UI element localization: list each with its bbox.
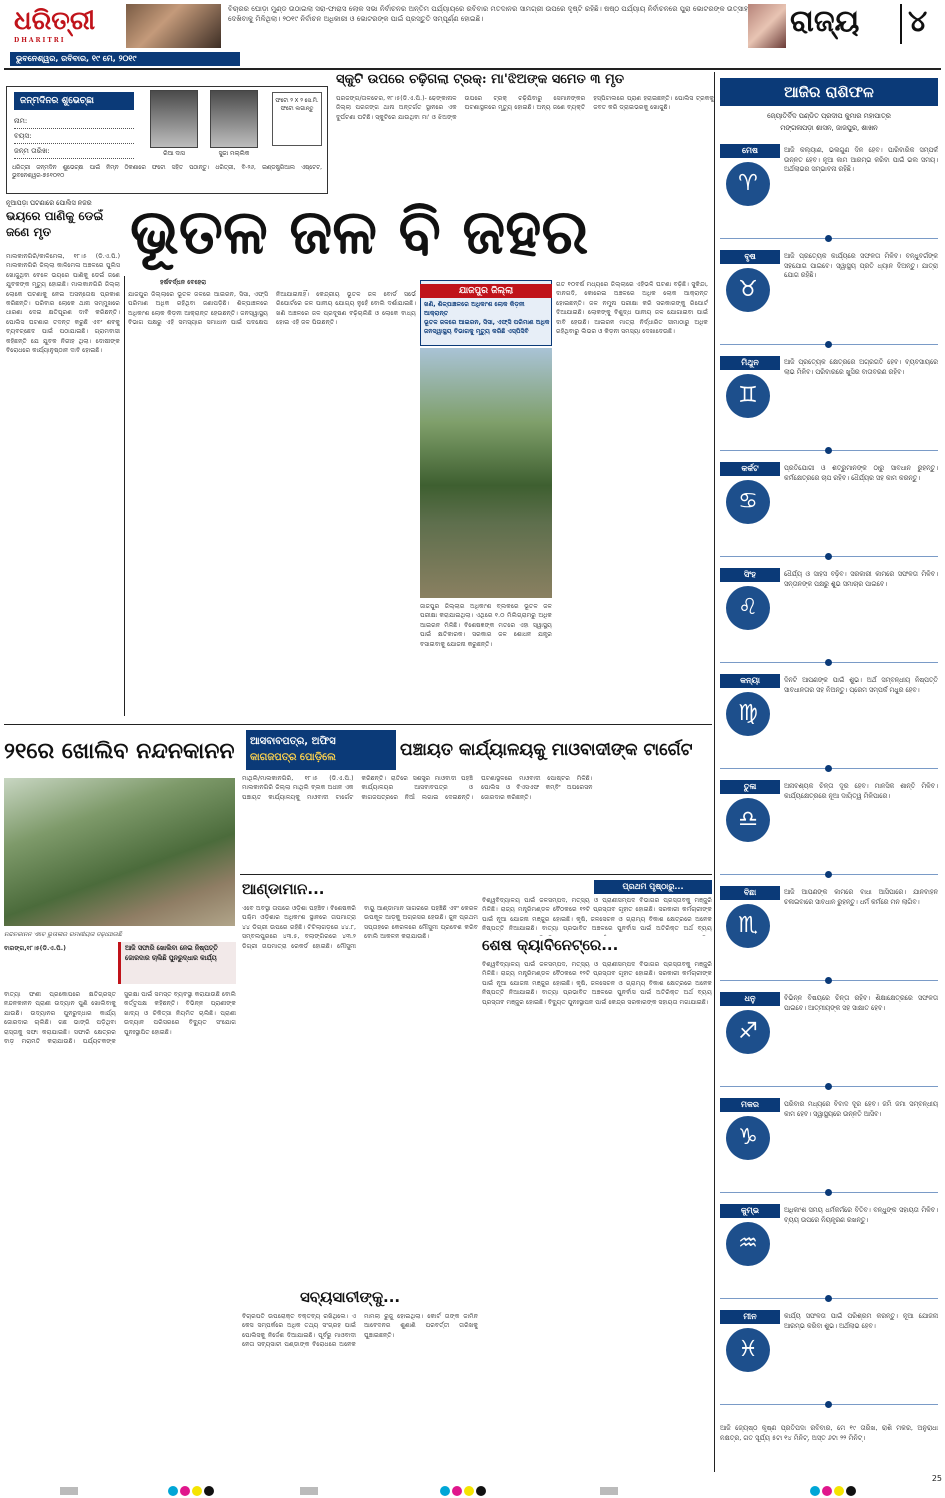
maoist-headline: ପଞ୍ଚାୟତ କାର୍ଯ୍ୟାଳୟକୁ ମାଓବାଦୀଙ୍କ ଟାର୍ଗେଟ [400,740,693,760]
birthday-form [14,114,134,158]
horoscope-entry [720,568,938,670]
maoist-tag-2: କାଗଜପତ୍ର ପୋଡ଼ିଲେ [250,752,336,763]
prathama-body-2: ବିଶ୍ୱବିଦ୍ୟାଳୟ ପାଇଁ ଜଳସମ୍ପଦ, ମତ୍ସ୍ୟ ଓ ପ୍ରାଣୀସମ୍ପଦ ବିଭାଗର ପ୍ରସ୍ତାବକୁ ମଞ୍ଜୁରି ମିଳିଛି। ରାଜ୍ୟ ମନ୍ତ୍ରିମଣ୍ଡଳ ବୈଠକରେ ୧୨ଟି ପ୍ରସ୍ତାବ ଗୃହୀତ ହୋଇଛି। ସରକାରୀ କର୍ମଚାରୀଙ୍କ ପାଇଁ ନୂଆ ଯୋଜନା ମଞ୍ଜୁର ହୋଇଛି। କୃଷି, ଜଳସେଚନ ଓ ଗ୍ରାମ୍ୟ ବିକାଶ କ୍ଷେତ୍ରରେ ଅନେକ ନିଷ୍ପତ୍ତି ନିଆଯାଇଛି। ବାତ୍ୟା ପ୍ରଭାବିତ ଅଞ୍ଚଳରେ ପୁନର୍ବାସ ପାଇଁ ଅତିରିକ୍ତ ଅର୍ଥ ବ୍ୟୟ ପ୍ରସ୍ତାବ ମଞ୍ଜୁର ହୋଇଛି। ବିଦ୍ୟୁତ ପୁନଃସ୍ଥାପନ ପାଇଁ କେନ୍ଦ୍ର ସରକାରଙ୍କ ସହାୟତା ମଗାଯାଇଛି। [482,961,712,1006]
mid-rule [4,724,712,725]
registration-marks [0,1486,945,1496]
birthday-heading: ଜନ୍ମଦିନର ଶୁଭେଚ୍ଛା [14,92,134,110]
zodiac-forecast: ଆଜି ଆପଣଙ୍କ କାମରେ ବାଧା ଆସିପାରେ। ଯାନବାହନ ଚଳାଇବାରେ ସାବଧାନ ରୁହନ୍ତୁ। ଧର୍ମ କର୍ମରେ ମନ ଲାଗିବ। [784,888,938,906]
maoist-tag-1: ଆସବାବପତ୍ର, ଅଫିସ [250,736,336,747]
form-name-label: ନାମ: [14,114,134,129]
masthead-logo [14,6,114,44]
prathama-body: ବିଶ୍ୱବିଦ୍ୟାଳୟ ପାଇଁ ଜଳସମ୍ପଦ, ମତ୍ସ୍ୟ ଓ ପ୍ରାଣୀସମ୍ପଦ ବିଭାଗର ପ୍ରସ୍ତାବକୁ ମଞ୍ଜୁରି ମିଳିଛି। ରାଜ୍ୟ ମନ୍ତ୍ରିମଣ୍ଡଳ ବୈଠକରେ ୧୨ଟି ପ୍ରସ୍ତାବ ଗୃହୀତ ହୋଇଛି। ସରକାରୀ କର୍ମଚାରୀଙ୍କ ପାଇଁ ନୂଆ ଯୋଜନା ମଞ୍ଜୁର ହୋଇଛି। କୃଷି, ଜଳସେଚନ ଓ ଗ୍ରାମ୍ୟ ବିକାଶ କ୍ଷେତ୍ରରେ ଅନେକ ନିଷ୍ପତ୍ତି ନିଆଯାଇଛି। ବାତ୍ୟା ପ୍ରଭାବିତ ଅଞ୍ଚଳରେ ପୁନର୍ବାସ ପାଇଁ ଅତିରିକ୍ତ ଅର୍ଥ ବ୍ୟୟ [482,897,712,933]
zodiac-label: କର୍କଟ [720,462,780,476]
zodiac-label: ବିଛା [720,886,780,900]
horoscope-entry [720,1204,938,1306]
separator-dot [825,235,832,242]
nandankanan-body: ବାତ୍ୟା ଫଣୀ ପ୍ରକୋପରେ କ୍ଷତିଗ୍ରସ୍ତ ନନ୍ଦନକାନନ ପ୍ରାଣୀ ଉଦ୍ୟାନ ପୁଣି ଖୋଲିବାକୁ ଯାଉଛି। ଉଦ୍ୟାନର ପୁନରୁଦ୍ଧାର କାର୍ଯ୍ୟ ଜୋରଦାର ଚାଲିଛି। ଗଛ ଭାଙ୍ଗି ପଡ଼ିଥିବା ରାସ୍ତାକୁ ସଫା କରାଯାଇଛି। ସଫାରି କ୍ଷେତ୍ରର ବାଡ଼ ମରାମତି କରାଯାଉଛି। ପର୍ଯ୍ୟଟକଙ୍କ ସୁରକ୍ଷା ପାଇଁ ସମସ୍ତ ବ୍ୟବସ୍ଥା କରାଯାଉଛି ବୋଲି କର୍ତ୍ତୃପକ୍ଷ କହିଛନ୍ତି। ବିଭିନ୍ନ ପ୍ରାଣୀଙ୍କ ଖାଦ୍ୟ ଓ ଚିକିତ୍ସା ନିୟମିତ ଚାଲିଛି। ପ୍ରାଣୀ ଉଦ୍ୟାନ ପରିସରରେ ବିଦ୍ୟୁତ ସଂଯୋଗ ପୁନଃସ୍ଥାପିତ ହୋଇଛି। [4,991,236,1046]
zodiac-label: ମିଥୁନ [720,356,780,370]
separator-dot [825,553,832,560]
birthday-footer: ଧରିତ୍ରୀ ଜନ୍ମଦିନ ଶୁଭେଚ୍ଛା ପାଇଁ ନିମ୍ନ ଠିକଣାରେ ଫଟୋ ସହିତ ପଠାନ୍ତୁ। ଧରିତ୍ରୀ, ବି-୨୬, ଇଣ୍ଡଷ୍ଟ୍ରିଆଲ ଏଷ୍ଟେଟ, ଭୁବନେଶ୍ୱର-୭୫୧୦୧୦ [12,165,322,179]
yellow-dot-2 [464,1486,474,1496]
black-dot-2 [476,1486,486,1496]
dateline: ଭୁବନେଶ୍ୱର, ରବିବାର, ୧୯ ମେ, ୨୦୧୯ [10,52,240,66]
zodiac-sign-icon: ♉ [726,268,770,312]
kid-name-2: ସୁଜା ମଲ୍ଲିକ [218,150,250,157]
jajpur-bullet-2: ଭୂତଳ ଜଳରେ ଆଇରନ, ସିସା, ଏଫ୍‌ସି ପରିମାଣ ଅଧିକ [424,319,550,326]
zodiac-sign-icon: ♈ [726,162,770,206]
zodiac-label: ସିଂହ [720,568,780,582]
section-title: ରାଜ୍ୟ [790,4,860,39]
kid-photo-1 [150,90,198,148]
gray-bar-2 [300,1487,318,1495]
zodiac-sign-icon: ♐ [726,1010,770,1054]
jajpur-bullet-1: ଖଣି, ଶିଳ୍ପାଞ୍ଚଳରେ ଅଧିକାଂଶ ଲୋକ କିଡ଼ନୀ ଆକ୍ରାନ୍ତ [424,301,525,317]
jajpur-bullets [424,300,550,336]
gray-bar-3 [600,1487,618,1495]
kid-photo-2 [210,90,258,148]
top-story: ବିଚାରର ଘୋଡ଼ା ମୁଣ୍ଡ ଉଠାଇଲା ସରା-ଫାରାସ ଲୋକ ସଭା ନିର୍ବାଚନର ଅନ୍ତିମ ପର୍ଯ୍ୟାୟରେ ରବିବାର ମତଦାନର ସାମଗ୍ରୀ ଉପରେ ଦୃଷ୍ଟି ରହିଛି। ଷଷ୍ଠ ପର୍ଯ୍ୟାୟ ନିର୍ବାଚନରେ ପୁରା ଭୋଟରଙ୍କ ଉତ୍ସାହ ଦେଖିବାକୁ ମିଳିଥିଲା। ୨୦୧୯ ନିର୍ବାଚନ ଅଧିକାରୀ ଓ ଭୋଟରଙ୍କ ପାଇଁ ପ୍ରସ୍ତୁତି ସମ୍ପୂର୍ଣ୍ଣ ହୋଇଛି। [228,5,748,23]
page-number: ୪ [900,4,940,44]
separator-dot [825,447,832,454]
zodiac-sign-icon: ♍ [726,692,770,736]
zodiac-sign-icon: ♑ [726,1116,770,1160]
zodiac-forecast: ପରିବାର ମଧ୍ୟରେ ବିବାଦ ଦୂର ହେବ। ଜମି ଜମା ସମ୍ବନ୍ଧୀୟ କାମ ହେବ। ସ୍ୱାସ୍ଥ୍ୟରେ ଉନ୍ନତି ଆସିବ। [784,1100,938,1118]
lead-byline: ହର୍ଷବର୍ଦ୍ଧନ ବେହେରା [160,279,207,286]
zodiac-sign-icon: ♌ [726,586,770,630]
top-photo [126,4,221,48]
cyan-dot-2 [440,1486,450,1496]
zodiac-label: ଧନୁ [720,992,780,1006]
lead-kicker: ନୂଆପଡ଼ା ଘଟଣାରେ ପୋଲିସ ନଜର [6,199,92,207]
andaman-body: ଏବେ ଅବସ୍ଥା ତାପରେ ଓଡ଼ିଶା ପହଞ୍ଚିବ। ବିଶେଷକରି ପଶ୍ଚିମ ଓଡ଼ିଶାର ଅଧିକାଂଶ ସ୍ଥାନରେ ତାପମାତ୍ରା ୪୪ ଡିଗ୍ରୀ ଉପରେ ରହିଛି। ଟିଟିଲାଗଡ଼ରେ ୪୪.୮, ସମ୍ବଲପୁରରେ ୪୩.୫, ବଲାଙ୍ଗିରରେ ୪୩.୨ ଡିଗ୍ରୀ ତାପମାତ୍ରା ରେକର୍ଡ ହୋଇଛି। ମୌସୁମୀ ବାୟୁ ଆଣ୍ଡାମାନ ସାଗରରେ ପହଞ୍ଚିଛି ଏବଂ କେରଳ ଉପକୂଳ ଆଡ଼କୁ ଅଗ୍ରସର ହେଉଛି। ଜୁନ ପ୍ରଥମ ସପ୍ତାହରେ କେରଳରେ ମୌସୁମୀ ପ୍ରବେଶ କରିବ ବୋଲି ଆକଳନ କରାଯାଉଛି। [242,905,478,950]
kid-name-1: ରିଆ ଦାସ [163,150,185,157]
separator-dot [825,1083,832,1090]
sabyasachi-body: ବିଚାରପତି ଉପରୋକ୍ତ ବକ୍ତବ୍ୟ ରଖିଥିଲେ। ଏ କେସ ସମ୍ପର୍କରେ ଅଧିକ ତଥ୍ୟ ସଂଗ୍ରହ ପାଇଁ ପୋଲିସକୁ ନିର୍ଦ୍ଦେଶ ଦିଆଯାଇଛି। ପୂର୍ବରୁ ମାଓବାଦୀ ନେତା ସବ୍ୟସାଚୀ ପଣ୍ଡାଙ୍କ ବିରୋଧରେ ଅନେକ ମାମଲା ରୁଜୁ ହୋଇଥିଲା। କୋର୍ଟ ତାଙ୍କ ଜାମିନ ଆବେଦନର ଶୁଣାଣି ପରବର୍ତ୍ତୀ ତାରିଖକୁ ଘୁଞ୍ଚାଇଛନ୍ତି। [242,1313,478,1349]
truck-story-headline: ସ୍କୁଟି ଉପରେ ଚଢ଼ିଗଲା ଟ୍ରକ୍: ମା'ଝିଅଙ୍କ ସମେତ ୩ ମୃତ [336,72,625,87]
horoscope-entry [720,992,938,1094]
yellow-dot [192,1486,202,1496]
photo-slot: ଫଟୋ ୨ X ୨ ସେ.ମି. ଫଟୋ ଲଗାନ୍ତୁ [272,92,322,146]
zodiac-sign-icon: ♒ [726,1222,770,1266]
zodiac-label: ମକର [720,1098,780,1112]
horoscope-entry [720,780,938,882]
magenta-dot [180,1486,190,1496]
separator-dot [825,1295,832,1302]
top-photo-right [748,4,786,48]
form-dob-label: ଜନ୍ମ ତାରିଖ: [14,144,134,159]
zodiac-sign-icon: ♏ [726,904,770,948]
zoo-photo [4,778,235,926]
zodiac-forecast: ଆଜି କଲ୍ୟାଣ, ଭଲଗୁଣ ଦିନ ହେବ। ପାରିବାରିକ ସମ୍ପର୍କ ଉନ୍ନତ ହେବ। ନୂଆ କାମ ଆରମ୍ଭ କରିବା ପାଇଁ ଭଲ ସମୟ। ଅର୍ଥଲାଭର ସମ୍ଭାବନା ରହିଛି। [784,146,938,174]
yellow-dot-3 [834,1486,844,1496]
logo-text: ଧରିତ୍ରୀ [14,6,96,36]
prathama-headline: ଶେଷ କ୍ୟାବିନେଟ୍‌ରେ... [482,936,619,954]
separator-dot [825,977,832,984]
black-dot-3 [846,1486,856,1496]
nandankanan-bullet-1: ଆଜି ସଫାରି ଖୋଲିବା ନେଇ ନିଷ୍ପତ୍ତି [125,944,218,952]
zodiac-label: କନ୍ୟା [720,674,780,688]
horoscope-footer: ଆଜି ଜ୍ୟେଷ୍ଠ କୃଷ୍ଣ ପ୍ରତିପଦା ରବିବାର, ମେ ୧୯ ତାରିଖ, ରାଶି ମକର, ଅନୁରାଧା ନକ୍ଷତ୍ର, ଗତ ସୂର୍ଯ୍ୟ ୫ଟା ୧୪ ମିନିଟ୍, ଅସ୍ତ ୬ଟା ୨୨ ମିନିଟ୍। [720,1424,938,1442]
horoscope-entry [720,250,938,352]
lead-right-body: ଗତ ୧୦ବର୍ଷ ମଧ୍ୟରେ ଜିଲ୍ଲାରେ ଏହିଭଳି ଘଟଣା ବଢ଼ିଛି। ସୁକିନ୍ଦା, ଦାନଗଦି, କୋରେଇ ଅଞ୍ଚଳରେ ଅଧିକ ଲୋକ ଆକ୍ରାନ୍ତ ହୋଇଛନ୍ତି। ଜଳ ନମୁନା ପରୀକ୍ଷା କରି ସରକାରଙ୍କୁ ରିପୋର୍ଟ ଦିଆଯାଇଛି। ଲୋକଙ୍କୁ ବିଶୁଦ୍ଧ ପାନୀୟ ଜଳ ଯୋଗାଇବା ପାଇଁ ଦାବି ହେଉଛି। ଆଇରନ ମାତ୍ରା ନିର୍ଦ୍ଧାରିତ ସୀମାଠାରୁ ଅଧିକ ରହିଥିବାରୁ ଲିଭର ଓ କିଡ଼ନୀ ସମସ୍ୟା ଦେଖାଦେଉଛି। [556,281,708,336]
zodiac-forecast: ପ୍ରତିଯୋଗୀ ଓ ଶତ୍ରୁମାନଙ୍କ ଠାରୁ ସାବଧାନ ରୁହନ୍ତୁ। କର୍ମକ୍ଷେତ୍ରରେ ଚାପ ରହିବ। ଧୈର୍ଯ୍ୟର ସହ କାମ କରନ୍ତୁ। [784,464,938,482]
page-footer-number: 25 [931,1474,942,1483]
separator-dot [825,341,832,348]
zodiac-forecast: ଅଧିକାଂଶ ସମୟ ଧର୍ମକର୍ମରେ ବିତିବ। ବନ୍ଧୁଙ୍କ ସହାୟତା ମିଳିବ। ବ୍ୟୟ ଉପରେ ନିୟନ୍ତ୍ରଣ ରଖନ୍ତୁ। [784,1206,938,1224]
maoist-rule [240,874,712,875]
nandankanan-bullet-2: ଜୋରଦାର ଚାଲିଛି ପୁନରୁଦ୍ଧାର କାର୍ଯ୍ୟ [125,953,217,962]
form-age-label: ବୟସ: [14,129,134,144]
masthead-rule [4,68,941,70]
magenta-dot-2 [452,1486,462,1496]
canal-photo [420,348,552,598]
horoscope-entry [720,674,938,776]
lead-left-body: ମାଲକାନଗିରି/କାଳିମେଳା, ୧୮।୫ (ଡି.ଏ.ପି.) ମାଲକାନଗିରି ଜିଲ୍ଲା କାଳିମେଳା ଅଞ୍ଚଳରେ ପୁଲିସ ଖୋଜୁଥିବା ବେଳେ ଭୟରେ ପାଣିକୁ ଡେଇଁ ଜଣେ ଯୁବକଙ୍କ ମୃତ୍ୟୁ ହୋଇଛି। ମାଲକାନଗିରି ଜିଲ୍ଲା ଲୋକେ ଘଟଣାକୁ ନେଇ ଅସନ୍ତୋଷ ପ୍ରକାଶ କରିଛନ୍ତି। ପରିବାର ଲୋକେ ଥାନା ସମ୍ମୁଖରେ ଧାରଣା ଦେଇ କ୍ଷତିପୂରଣ ଦାବି କରିଛନ୍ତି। ପୋଲିସ ଘଟଣାର ତଦନ୍ତ କରୁଛି ଏବଂ ଶବକୁ ବ୍ୟବଚ୍ଛେଦ ପାଇଁ ପଠାଯାଇଛି। ଗ୍ରାମବାସୀ କହିଛନ୍ତି ଯେ ଯୁବକ ନିରୀହ ଥିଲା। ଦୋଷୀଙ୍କ ବିରୋଧରେ କାର୍ଯ୍ୟାନୁଷ୍ଠାନ ଦାବି ହୋଇଛି। [6,253,120,355]
zodiac-label: ବୃଷ [720,250,780,264]
zodiac-sign-icon: ♓ [726,1328,770,1372]
separator-dot [825,1401,832,1408]
zodiac-forecast: ଅନାବଶ୍ୟକ ଚିନ୍ତା ଦୂର ହେବ। ମାନସିକ ଶାନ୍ତି ମିଳିବ। କାର୍ଯ୍ୟକ୍ଷେତ୍ରରେ ନୂଆ ଦାୟିତ୍ୱ ମିଳିପାରେ। [784,782,938,800]
zoo-caption: ନନ୍ଦନକାନନ ଏବେ ଭୁତାଳାର ରମଣୀୟତା ବଢ଼ାଯାଉଛି [4,931,122,938]
astrologer-name: ଜ୍ୟୋତିର୍ବିଦ ପଣ୍ଡିତ ପ୍ରଦୀପ କୁମାର ମହାପାତ୍ର [767,112,891,120]
zodiac-sign-icon: ♎ [726,798,770,842]
logo-subtitle: DHARITRI [14,37,66,44]
truck-story-body: ପରଜଙ୍ଗ/ତାଳଚେର, ୧୮।୫(ଡି.ଏ.ପି.)- ଢେଙ୍କାନାଳ ଜିଲ୍ଲା ପରଜଙ୍ଗ ଥାନା ଅନ୍ତର୍ଗତ ସ୍ଥାନରେ ଏକ ଦୁର୍ଘଟଣା ଘଟିଛି। ସ୍କୁଟିରେ ଯାଉଥିବା ମା' ଓ ଝିଅଙ୍କ ଉପରେ ଟ୍ରକ୍ ଚଢ଼ିଯିବାରୁ ସେମାନଙ୍କର ଘଟଣାସ୍ଥଳରେ ମୃତ୍ୟୁ ହୋଇଛି। ଅନ୍ୟ ଜଣେ ବ୍ୟକ୍ତି ହସ୍ପିଟାଲରେ ପ୍ରାଣ ହରାଇଛନ୍ତି। ପୋଲିସ ଟ୍ରକକୁ ଜବତ କରି ଡ୍ରାଇଭରକୁ ଖୋଜୁଛି। [336,95,714,121]
prathama-tag: ପ୍ରଥମ ପୃଷ୍ଠାରୁ... [594,880,712,894]
nandankanan-bullet-box [118,942,236,984]
separator-dot [825,765,832,772]
nandankanan-dateline: ବାରଙ୍ଗ,୧୮।୫(ଡି.ଏ.ପି.) [4,945,66,952]
maoist-body: ମାଥିଲି/ମାଲକାନଗିରି, ୧୮।୫ (ଡି.ଏ.ପି.) ମାଲକାନଗିରି ଜିଲ୍ଲା ମାଥିଲି ବ୍ଲକ ଅଧୀନ ଏକ ପଞ୍ଚାୟତ କାର୍ଯ୍ୟାଳୟକୁ ମାଓବାଦୀ ଟାର୍ଗେଟ କରିଛନ୍ତି। ରାତିରେ ସଶସ୍ତ୍ର ମାଓବାଦୀ ପହଞ୍ଚି କାର୍ଯ୍ୟାଳୟର ଆସବାବପତ୍ର ଓ କାଗଜପତ୍ରରେ ନିଆଁ ଲଗାଇ ଦେଇଛନ୍ତି। ଘଟଣାସ୍ଥଳରେ ମାଓବାଦୀ ପୋଷ୍ଟର ମିଳିଛି। ପୋଲିସ ଓ ବିଏସଏଫ କମ୍ବିଂ ଅପରେସନ ଜୋରଦାର କରିଛନ୍ତି। [242,775,593,801]
separator-dot [825,1189,832,1196]
zodiac-label: କୁମ୍ଭ [720,1204,780,1218]
lead-mid-body: ଯାଜପୁର ଜିଲ୍ଲାରେ ଭୂତଳ ଜଳରେ ଆଇରନ, ସିସା, ଏଫ୍‌ସି ପରିମାଣ ଅଧିକ ରହିଥିବା ଜଣାପଡ଼ିଛି। ଶିଳ୍ପାଞ୍ଚଳରେ ଅଧିକାଂଶ ଲୋକ କିଡ଼ନୀ ଆକ୍ରାନ୍ତ ହେଉଛନ୍ତି। ଜନସ୍ୱାସ୍ଥ୍ୟ ବିଭାଗ ପକ୍ଷରୁ ଏହି ସମସ୍ୟାର ସମାଧାନ ପାଇଁ ପଦକ୍ଷେପ ନିଆଯାଇନାହିଁ। କେନ୍ଦ୍ରୀୟ ଭୂତଳ ଜଳ ବୋର୍ଡ ସର୍ଭେ ରିପୋର୍ଟରେ ଜଳ ପାନୀୟ ଯୋଗ୍ୟ ନୁହେଁ ବୋଲି ଦର୍ଶାଯାଇଛି। ଖଣି ଅଞ୍ଚଳରେ ଜଳ ପ୍ରଦୂଷଣ ବଢ଼ିଚାଲିଛି ଓ ଲୋକେ ବାଧ୍ୟ ହୋଇ ଏହି ଜଳ ପିଉଛନ୍ତି। [128,291,416,327]
horoscope-rule [714,72,715,1472]
lead-kicker-2: ଭୟରେ ପାଣିକୁ ଡେଇଁ ଜଣେ ମୃତ [6,209,104,239]
zodiac-forecast: ଆଜି ପ୍ରତ୍ୟେକ କାର୍ଯ୍ୟରେ ସଫଳତା ମିଳିବ। ବନ୍ଧୁବର୍ଗଙ୍କ ସହଯୋଗ ପାଇବେ। ସ୍ୱାସ୍ଥ୍ୟ ପ୍ରତି ଧ୍ୟାନ ଦିଅନ୍ତୁ। ଯାତ୍ରା ଯୋଗ ରହିଛି। [784,252,938,280]
horoscope-title: ଆଜିର ରାଶିଫଳ [720,78,938,106]
astrologer-address: ମଙ୍ଗଳାପଡ଼ା ଶାସନ, ଜାଜପୁର, ଶାଖନ [780,124,878,132]
zodiac-sign-icon: ♋ [726,480,770,524]
nandankanan-headline: ୨୧ରେ ଖୋଲିବ ନନ୍ଦନକାନନ [4,738,235,764]
zodiac-forecast: ବିଭିନ୍ନ ବିଷୟରେ ଚିନ୍ତା ରହିବ। ଶିକ୍ଷାକ୍ଷେତ୍ରରେ ସଫଳତା ପାଇବେ। ଆତ୍ମୀୟଙ୍କ ସହ ସାକ୍ଷାତ ହେବ। [784,994,938,1012]
horoscope-entry [720,1310,938,1412]
horoscope-entry [720,462,938,564]
zodiac-label: ମେଷ [720,144,780,158]
separator-dot [825,659,832,666]
zodiac-forecast: ଧୈର୍ଯ୍ୟ ଓ ସାହସ ବଢ଼ିବ। ସରକାରୀ କାମରେ ସଫଳତା ମିଳିବ। ସନ୍ତାନଙ୍କ ପକ୍ଷରୁ ଶୁଭ ସମାଚାର ପାଇବେ। [784,570,938,588]
col-rule-left [124,276,125,716]
zodiac-sign-icon: ♊ [726,374,770,418]
zodiac-label: ମୀନ [720,1310,780,1324]
lead-headline: ଭୂତଳ ଜଳ ବି ଜହର [130,195,589,268]
gray-bar-1 [60,1487,78,1495]
zodiac-forecast: କାର୍ଯ୍ୟ ସଫଳତା ପାଇଁ ପରିଶ୍ରମ କରନ୍ତୁ। ନୂଆ ଯୋଜନା ଆରମ୍ଭ କରିବା ଶୁଭ। ଅର୍ଥଲାଭ ହେବ। [784,1312,938,1330]
horoscope-entry [720,886,938,988]
cyan-dot-3 [810,1486,820,1496]
zodiac-label: ତୁଳା [720,780,780,794]
jajpur-box-title: ଯାଜପୁର ଜିଲ୍ଲା [420,284,552,298]
cyan-dot [168,1486,178,1496]
horoscope-entry [720,144,938,246]
horoscope-entry [720,356,938,458]
andaman-headline: ଆଣ୍ଡାମାନ... [242,880,325,898]
horoscope-entry [720,1098,938,1200]
jajpur-bullet-3: ଜନସ୍ୱାସ୍ଥ୍ୟ ବିଭାଗକୁ ମୃତ୍ୟୁ କରିଛି ଏସ୍‌ପିସିବି [424,328,529,335]
zodiac-forecast: ଦିନଟି ଆପଣଙ୍କ ପାଇଁ ଶୁଭ। ଅର୍ଥ ସମ୍ବନ୍ଧୀୟ ନିଷ୍ପତ୍ତି ସାବଧାନତାର ସହ ନିଅନ୍ତୁ। ପ୍ରେମ ସମ୍ପର୍କ ମଧୁର ହେବ। [784,676,938,694]
black-dot [204,1486,214,1496]
magenta-dot-3 [822,1486,832,1496]
lead-bottom-body: ଜାଜପୁର ଜିଲ୍ଲାର ଅଧିକାଂଶ ବ୍ଲକରେ ଭୂତଳ ଜଳ ପରୀକ୍ଷା କରାଯାଇଥିଲା। ଏଥିରେ ୧.୦ ମିଲିଗ୍ରାମରୁ ଅଧିକ ଆଇରନ ମିଳିଛି। ବିଶେଷଜ୍ଞଙ୍କ ମତରେ ଏହା ସ୍ୱାସ୍ଥ୍ୟ ପାଇଁ କ୍ଷତିକାରକ। ସରକାର ଜଳ ଶୋଧନ ଯନ୍ତ୍ର ବସାଇବାକୁ ଯୋଜନା କରୁଛନ୍ତି। [420,603,552,648]
zodiac-forecast: ଆଜି ପ୍ରତ୍ୟେକ କ୍ଷେତ୍ରରେ ଅଗ୍ରଗତି ହେବ। ବ୍ୟବସାୟରେ ଲାଭ ମିଳିବ। ପରିବାରରେ ଖୁସିର ବାତାବରଣ ରହିବ। [784,358,938,376]
separator-dot [825,871,832,878]
sabyasachi-headline: ସବ୍ୟସାଚୀଙ୍କୁ... [300,1288,401,1306]
